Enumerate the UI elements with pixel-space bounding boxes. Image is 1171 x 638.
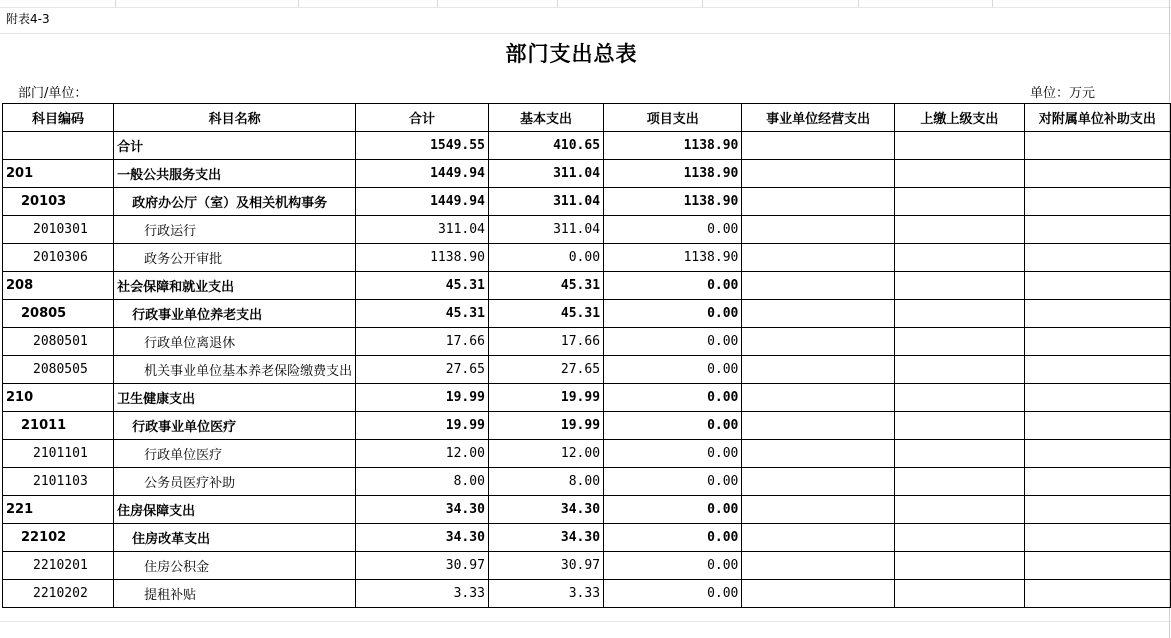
cell-basic[interactable]: 311.04 bbox=[488, 160, 603, 188]
cell-basic[interactable]: 0.00 bbox=[488, 244, 603, 272]
unit-label: 单位：万元 bbox=[1030, 86, 1096, 101]
cell-total[interactable]: 27.65 bbox=[356, 356, 489, 384]
cell-subsidy[interactable] bbox=[1024, 160, 1170, 188]
cell-project[interactable]: 0.00 bbox=[604, 468, 742, 496]
cell-subsidy[interactable] bbox=[1024, 496, 1170, 524]
cell-name[interactable]: 社会保障和就业支出 bbox=[114, 272, 356, 300]
table-row bbox=[3, 188, 1171, 216]
cell-name[interactable]: 一般公共服务支出 bbox=[114, 160, 356, 188]
cell-business[interactable] bbox=[742, 272, 894, 300]
cell-project[interactable]: 1138.90 bbox=[604, 244, 742, 272]
sheet-tag: 附表4-3 bbox=[6, 12, 50, 26]
cell-business[interactable] bbox=[742, 356, 894, 384]
cell-name[interactable]: 机关事业单位基本养老保险缴费支出 bbox=[114, 356, 356, 384]
cell-subsidy[interactable] bbox=[1024, 216, 1170, 244]
cell-project[interactable]: 0.00 bbox=[604, 384, 742, 412]
cell-subsidy[interactable] bbox=[1024, 468, 1170, 496]
cell-code[interactable] bbox=[3, 132, 114, 160]
cell-upper[interactable] bbox=[894, 300, 1024, 328]
table-row bbox=[3, 412, 1171, 440]
cell-subsidy[interactable] bbox=[1024, 580, 1170, 608]
cell-total[interactable]: 19.99 bbox=[356, 412, 489, 440]
cell-basic[interactable]: 311.04 bbox=[488, 216, 603, 244]
col-header-business[interactable]: 事业单位经营支出 bbox=[742, 104, 894, 132]
cell-basic[interactable]: 8.00 bbox=[488, 468, 603, 496]
cell-name[interactable]: 提租补贴 bbox=[114, 580, 356, 608]
cell-upper[interactable] bbox=[894, 160, 1024, 188]
cell-code[interactable]: 2210201 bbox=[3, 552, 114, 580]
col-header-project[interactable]: 项目支出 bbox=[604, 104, 742, 132]
cell-subsidy[interactable] bbox=[1024, 552, 1170, 580]
cell-code[interactable]: 20805 bbox=[3, 300, 114, 328]
cell-upper[interactable] bbox=[894, 552, 1024, 580]
col-header-name[interactable]: 科目名称 bbox=[114, 104, 356, 132]
cell-total[interactable]: 12.00 bbox=[356, 440, 489, 468]
cell-subsidy[interactable] bbox=[1024, 412, 1170, 440]
cell-name[interactable]: 行政单位离退休 bbox=[114, 328, 356, 356]
cell-total[interactable]: 3.33 bbox=[356, 580, 489, 608]
department-label: 部门/单位： bbox=[18, 86, 88, 101]
cell-upper[interactable] bbox=[894, 524, 1024, 552]
table-row bbox=[3, 496, 1171, 524]
page-title: 部门支出总表 bbox=[505, 42, 638, 66]
table-row bbox=[3, 272, 1171, 300]
cell-business[interactable] bbox=[742, 328, 894, 356]
cell-business[interactable] bbox=[742, 132, 894, 160]
cell-basic[interactable]: 12.00 bbox=[488, 440, 603, 468]
cell-business[interactable] bbox=[742, 552, 894, 580]
cell-project[interactable]: 1138.90 bbox=[604, 188, 742, 216]
cell-upper[interactable] bbox=[894, 356, 1024, 384]
cell-project[interactable]: 1138.90 bbox=[604, 160, 742, 188]
cell-upper[interactable] bbox=[894, 272, 1024, 300]
cell-code[interactable]: 2101101 bbox=[3, 440, 114, 468]
cell-upper[interactable] bbox=[894, 384, 1024, 412]
cell-code[interactable]: 2010306 bbox=[3, 244, 114, 272]
table-header-row bbox=[3, 104, 1171, 132]
cell-business[interactable] bbox=[742, 580, 894, 608]
table-row bbox=[3, 524, 1171, 552]
cell-project[interactable]: 0.00 bbox=[604, 496, 742, 524]
cell-subsidy[interactable] bbox=[1024, 300, 1170, 328]
table-row bbox=[3, 216, 1171, 244]
cell-basic[interactable]: 17.66 bbox=[488, 328, 603, 356]
cell-subsidy[interactable] bbox=[1024, 272, 1170, 300]
cell-business[interactable] bbox=[742, 468, 894, 496]
table-row bbox=[3, 384, 1171, 412]
cell-code[interactable]: 208 bbox=[3, 272, 114, 300]
cell-code[interactable]: 210 bbox=[3, 384, 114, 412]
col-header-subsidy[interactable]: 对附属单位补助支出 bbox=[1024, 104, 1170, 132]
cell-subsidy[interactable] bbox=[1024, 524, 1170, 552]
cell-business[interactable] bbox=[742, 496, 894, 524]
cell-basic[interactable]: 19.99 bbox=[488, 384, 603, 412]
cell-subsidy[interactable] bbox=[1024, 328, 1170, 356]
col-header-total[interactable]: 合计 bbox=[356, 104, 489, 132]
col-header-basic[interactable]: 基本支出 bbox=[488, 104, 603, 132]
cell-subsidy[interactable] bbox=[1024, 188, 1170, 216]
cell-business[interactable] bbox=[742, 412, 894, 440]
expenditure-table bbox=[2, 103, 1171, 608]
cell-project[interactable]: 0.00 bbox=[604, 580, 742, 608]
cell-code[interactable]: 20103 bbox=[3, 188, 114, 216]
table-row bbox=[3, 328, 1171, 356]
table-row bbox=[3, 552, 1171, 580]
cell-total[interactable]: 311.04 bbox=[356, 216, 489, 244]
table-row bbox=[3, 132, 1171, 160]
cell-subsidy[interactable] bbox=[1024, 384, 1170, 412]
cell-code[interactable]: 2010301 bbox=[3, 216, 114, 244]
cell-basic[interactable]: 34.30 bbox=[488, 496, 603, 524]
col-header-upper[interactable]: 上缴上级支出 bbox=[894, 104, 1024, 132]
cell-basic[interactable]: 45.31 bbox=[488, 300, 603, 328]
cell-total[interactable]: 1549.55 bbox=[356, 132, 489, 160]
cell-total[interactable]: 34.30 bbox=[356, 524, 489, 552]
cell-code[interactable]: 2210202 bbox=[3, 580, 114, 608]
cell-upper[interactable] bbox=[894, 496, 1024, 524]
cell-basic[interactable]: 27.65 bbox=[488, 356, 603, 384]
cell-total[interactable]: 17.66 bbox=[356, 328, 489, 356]
table-row bbox=[3, 160, 1171, 188]
table-row bbox=[3, 440, 1171, 468]
cell-business[interactable] bbox=[742, 524, 894, 552]
cell-basic[interactable]: 45.31 bbox=[488, 272, 603, 300]
cell-name[interactable]: 住房改革支出 bbox=[114, 524, 356, 552]
table-row bbox=[3, 580, 1171, 608]
cell-upper[interactable] bbox=[894, 132, 1024, 160]
cell-basic[interactable]: 311.04 bbox=[488, 188, 603, 216]
cell-name[interactable]: 合计 bbox=[114, 132, 356, 160]
cell-name[interactable]: 行政单位医疗 bbox=[114, 440, 356, 468]
cell-subsidy[interactable] bbox=[1024, 356, 1170, 384]
cell-project[interactable]: 0.00 bbox=[604, 412, 742, 440]
cell-business[interactable] bbox=[742, 188, 894, 216]
cell-name[interactable]: 行政运行 bbox=[114, 216, 356, 244]
cell-project[interactable]: 0.00 bbox=[604, 524, 742, 552]
cell-business[interactable] bbox=[742, 300, 894, 328]
cell-name[interactable]: 政务公开审批 bbox=[114, 244, 356, 272]
cell-project[interactable]: 0.00 bbox=[604, 216, 742, 244]
cell-basic[interactable]: 3.33 bbox=[488, 580, 603, 608]
cell-upper[interactable] bbox=[894, 468, 1024, 496]
cell-project[interactable]: 0.00 bbox=[604, 356, 742, 384]
cell-name[interactable]: 住房保障支出 bbox=[114, 496, 356, 524]
cell-upper[interactable] bbox=[894, 244, 1024, 272]
cell-upper[interactable] bbox=[894, 216, 1024, 244]
cell-total[interactable]: 19.99 bbox=[356, 384, 489, 412]
cell-total[interactable]: 30.97 bbox=[356, 552, 489, 580]
cell-total[interactable]: 45.31 bbox=[356, 300, 489, 328]
cell-basic[interactable]: 30.97 bbox=[488, 552, 603, 580]
table-row bbox=[3, 356, 1171, 384]
cell-business[interactable] bbox=[742, 160, 894, 188]
cell-upper[interactable] bbox=[894, 412, 1024, 440]
table-row bbox=[3, 244, 1171, 272]
cell-total[interactable]: 1449.94 bbox=[356, 188, 489, 216]
cell-business[interactable] bbox=[742, 384, 894, 412]
cell-upper[interactable] bbox=[894, 580, 1024, 608]
table-row bbox=[3, 468, 1171, 496]
cell-upper[interactable] bbox=[894, 188, 1024, 216]
cell-name[interactable]: 行政事业单位养老支出 bbox=[114, 300, 356, 328]
cell-name[interactable]: 政府办公厅（室）及相关机构事务 bbox=[114, 188, 356, 216]
cell-name[interactable]: 卫生健康支出 bbox=[114, 384, 356, 412]
cell-basic[interactable]: 19.99 bbox=[488, 412, 603, 440]
cell-upper[interactable] bbox=[894, 440, 1024, 468]
cell-basic[interactable]: 34.30 bbox=[488, 524, 603, 552]
cell-upper[interactable] bbox=[894, 328, 1024, 356]
cell-subsidy[interactable] bbox=[1024, 132, 1170, 160]
cell-total[interactable]: 1449.94 bbox=[356, 160, 489, 188]
cell-business[interactable] bbox=[742, 244, 894, 272]
cell-business[interactable] bbox=[742, 440, 894, 468]
cell-name[interactable]: 住房公积金 bbox=[114, 552, 356, 580]
cell-project[interactable]: 0.00 bbox=[604, 300, 742, 328]
cell-project[interactable]: 1138.90 bbox=[604, 132, 742, 160]
cell-code[interactable]: 2080505 bbox=[3, 356, 114, 384]
cell-project[interactable]: 0.00 bbox=[604, 328, 742, 356]
cell-name[interactable]: 行政事业单位医疗 bbox=[114, 412, 356, 440]
cell-code[interactable]: 201 bbox=[3, 160, 114, 188]
cell-code[interactable]: 221 bbox=[3, 496, 114, 524]
cell-project[interactable]: 0.00 bbox=[604, 272, 742, 300]
col-header-code[interactable]: 科目编码 bbox=[3, 104, 114, 132]
cell-total[interactable]: 45.31 bbox=[356, 272, 489, 300]
cell-total[interactable]: 8.00 bbox=[356, 468, 489, 496]
cell-business[interactable] bbox=[742, 216, 894, 244]
cell-subsidy[interactable] bbox=[1024, 440, 1170, 468]
cell-code[interactable]: 22102 bbox=[3, 524, 114, 552]
cell-project[interactable]: 0.00 bbox=[604, 552, 742, 580]
cell-code[interactable]: 2080501 bbox=[3, 328, 114, 356]
cell-subsidy[interactable] bbox=[1024, 244, 1170, 272]
cell-project[interactable]: 0.00 bbox=[604, 440, 742, 468]
cell-total[interactable]: 34.30 bbox=[356, 496, 489, 524]
cell-name[interactable]: 公务员医疗补助 bbox=[114, 468, 356, 496]
cell-basic[interactable]: 410.65 bbox=[488, 132, 603, 160]
cell-code[interactable]: 2101103 bbox=[3, 468, 114, 496]
cell-code[interactable]: 21011 bbox=[3, 412, 114, 440]
table-row bbox=[3, 300, 1171, 328]
cell-total[interactable]: 1138.90 bbox=[356, 244, 489, 272]
